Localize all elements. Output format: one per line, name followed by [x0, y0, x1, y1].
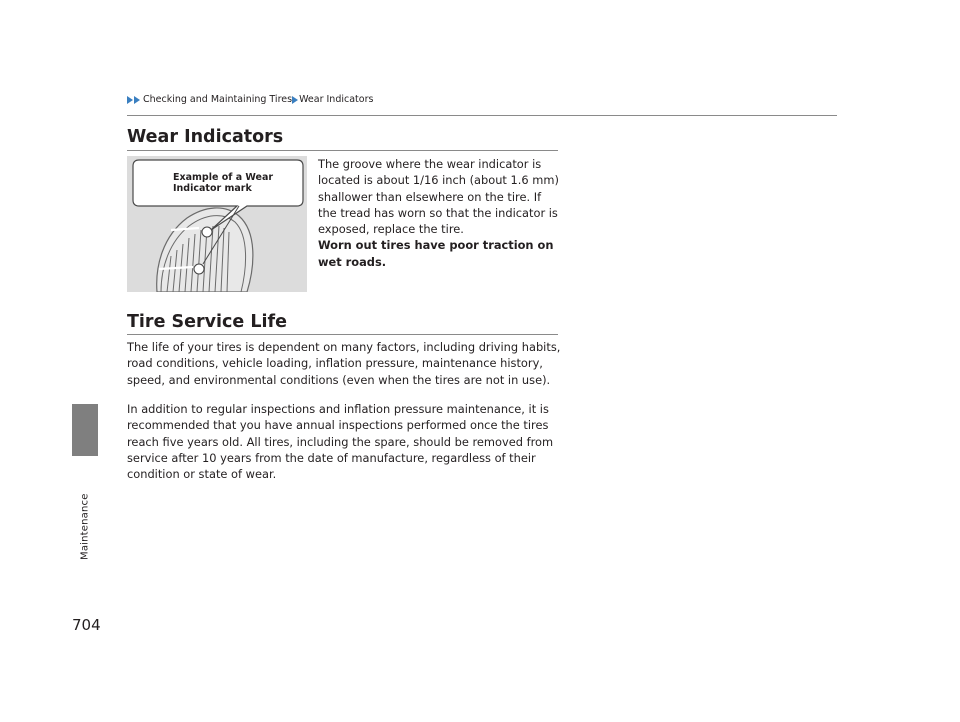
arrow-right-icon	[292, 96, 298, 104]
section-title-wear-indicators: Wear Indicators	[127, 127, 284, 147]
tire-life-paragraph-1: The life of your tires is dependent on many factors, including driving habits, road conditions, vehicle loading, inflation pressure, maintenance history, speed, and environmental conditions (even when the tires are not in use).	[127, 340, 561, 387]
wear-indicator-figure	[127, 156, 307, 292]
section-divider	[127, 334, 558, 335]
wear-indicator-text: The groove where the wear indicator is located is about 1/16 inch (about 1.6 mm) shallower than elsewhere on the tire. If the tread has worn so that the indicator is exposed, replace the tire.	[318, 157, 559, 237]
figure-callout-label: Example of a Wear Indicator mark	[173, 172, 274, 194]
arrow-right-icon	[127, 96, 133, 104]
side-section-label: Maintenance	[79, 493, 91, 560]
wear-indicator-description	[318, 156, 560, 270]
breadcrumb	[127, 94, 373, 105]
header-divider	[127, 115, 837, 116]
breadcrumb-item-checking-tires[interactable]: Checking and Maintaining Tires	[143, 94, 293, 105]
breadcrumb-item-wear-indicators[interactable]: Wear Indicators	[299, 94, 374, 105]
section-title-tire-service-life: Tire Service Life	[127, 312, 288, 332]
section-tab-marker	[72, 404, 98, 456]
page-number: 704	[72, 616, 101, 634]
tire-life-paragraph-2: In addition to regular inspections and inflation pressure maintenance, it is recommended that you have annual inspections performed once the tires reach five years old. All tires, including the spare, should be removed from service after 10 years from the date of manufacture, regardless of their condition or state of wear.	[127, 402, 554, 482]
section-divider	[127, 150, 558, 151]
arrow-right-icon	[134, 96, 140, 104]
wear-indicator-warning: Worn out tires have poor traction on wet roads.	[318, 238, 554, 269]
